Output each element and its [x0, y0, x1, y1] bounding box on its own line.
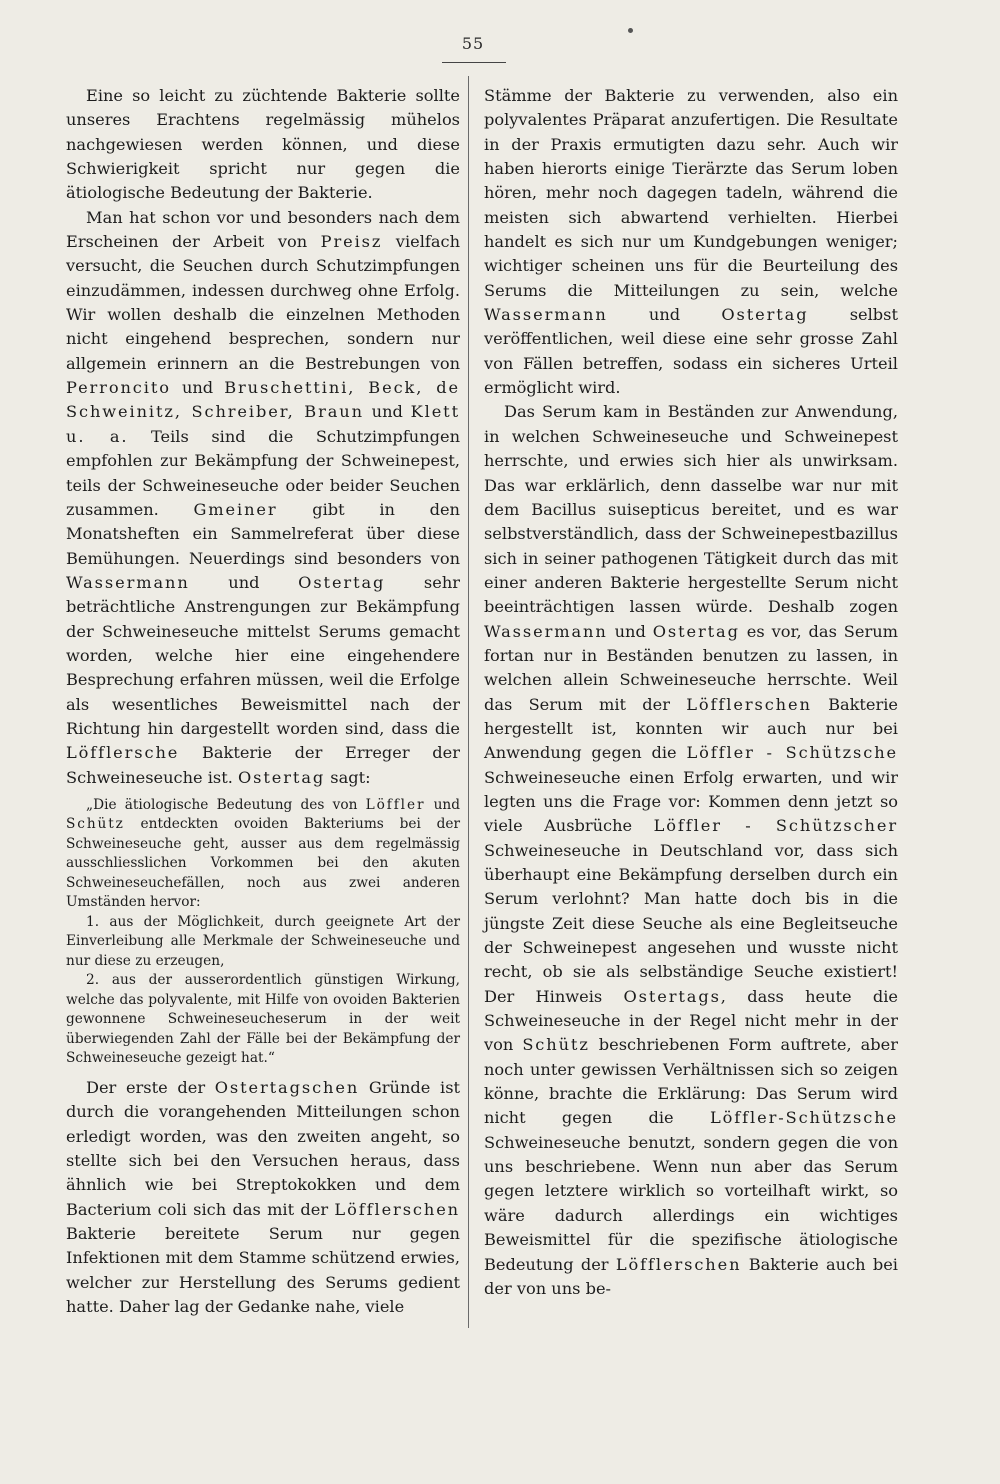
text-run: und — [189, 572, 299, 592]
author-name: Löffler - Schützsche — [686, 743, 899, 763]
author-name: Wassermann — [66, 572, 190, 592]
author-name: Bruschettini, Beck, de Schweinitz, Schreiber, Braun — [66, 378, 460, 422]
text-run: Stämme der Bakterie zu verwenden, also ein polyvalentes Präparat anzufertigen. Die Resultate in der Praxis ermutigten dazu sehr. Auch wir haben hierorts einige Tierärzte das Serum loben hören, mehr noch dagegen tadeln, während die meisten sich abwartend verhielten. Hierbei handelt es sich nur um Kundgebungen weniger; wichtiger scheinen uns für die Beurteilung des Serums die Mitteilungen zu sein, welche — [484, 86, 898, 300]
text-run: Teils sind die Schutzimpfungen empfohlen zur Bekämpfung der Schweinepest, teils der Schweineseuche oder beider Seuchen zusammen. — [66, 426, 460, 519]
left-column — [66, 84, 460, 1319]
text-run: und — [170, 378, 225, 398]
author-name: Ostertag — [238, 767, 326, 787]
author-name: Klett u. a. — [66, 402, 460, 446]
author-name: Löfflersche — [66, 743, 180, 763]
author-name: Löffler - Schützscher — [653, 816, 898, 836]
text-run: Schweineseuche benutzt, sondern gegen die von uns beschriebene. Wenn nun aber das Serum gegen letztere wirklich so vorteilhaft wirkt, so wäre dadurch allerdings ein wichtiges Beweismittel für die spezifische ätiologische Bedeutung der — [484, 1132, 898, 1274]
page-number-rule — [442, 62, 506, 63]
text-run: und — [425, 796, 461, 813]
text-run: 2. aus der ausserordentlich günstigen Wirkung, welche das polyvalente, mit Hilfe von ovoiden Bakterien gewonnene Schweineseucheserum in der weit überwiegenden Zahl der Fälle bei der Bekämpfung der Schweineseuche gezeigt hat.“ — [66, 972, 460, 1067]
paragraph — [66, 206, 460, 790]
author-name: Schütz — [522, 1035, 590, 1055]
column-divider — [468, 76, 469, 1328]
text-run: Schweineseuche einen Erfolg erwarten, und wir legten uns die Frage vor: Kommen denn jetzt so viele Ausbrüche — [484, 767, 898, 836]
author-name: Wassermann — [484, 305, 608, 325]
paragraph — [484, 400, 898, 1301]
author-name: Ostertag — [298, 572, 386, 592]
author-name: Ostertag — [652, 621, 740, 641]
author-name: Ostertags — [623, 986, 721, 1006]
author-name: Ostertagschen — [214, 1077, 360, 1097]
paragraph — [66, 84, 460, 206]
paragraph — [484, 84, 898, 400]
text-run: Schweineseuche in Deutschland vor, dass sich überhaupt eine Bekämpfung derselben durch ein Serum verlohnt? Man hatte doch bis in die jüngste Zeit diese Seuche als eine Begleitseuche der Schweinepest angesehen und wusste nicht recht, ob sie als selbständige Seuche existiert! Der Hinweis — [484, 840, 898, 1006]
text-run: Eine so leicht zu züchtende Bakterie sollte unseres Erachtens regelmässig mühelos nachgewiesen werden können, und diese Schwierigkeit spricht nur gegen die ätiologische Bedeutung der Bakterie. — [66, 86, 460, 203]
text-run: Bakterie auch bei der von uns be- — [484, 1254, 898, 1298]
text-run: Das Serum kam in Beständen zur Anwendung, in welchen Schweineseuche und Schweinepest herrschte, und erwies sich hier als unwirksam. Das war erklärlich, denn dasselbe war nur mit dem Bacillus suisepticus bereitet, und es war selbstverständlich, dass der Schweinepestbazillus sich in seiner pathogenen Tätigkeit durch das mit einer anderen Bakterie hergestellte Serum nicht beeinträchtigen lassen würde. Deshalb zogen — [484, 402, 898, 617]
author-name: Gmeiner — [193, 499, 278, 519]
text-run: beschriebenen Form auftrete, aber noch unter gewissen Verhältnissen sich so zeigen könne, brachte die Erklärung: Das Serum wird nicht gegen die — [484, 1035, 898, 1128]
paragraph — [66, 1076, 460, 1319]
text-run: 1. aus der Möglichkeit, durch geeignete Art der Einverleibung alle Merkmale der Schweineseuche und nur diese zu erzeugen, — [66, 913, 460, 969]
text-run: Man hat schon vor und besonders nach dem Erscheinen der Arbeit von — [66, 207, 460, 252]
page-number: 55 — [461, 34, 485, 53]
author-name: Löfflerschen — [686, 694, 812, 714]
author-name: Schütz — [66, 816, 125, 833]
text-run: und — [607, 621, 653, 641]
right-column — [484, 84, 898, 1301]
text-run: Bakterie der Erreger der Schweineseuche ist. — [66, 743, 460, 787]
text-run: sagt: — [325, 767, 371, 787]
text-run: „Die ätiologische Bedeutung des von — [86, 796, 366, 813]
author-name: Ostertag — [721, 305, 809, 325]
text-run: es vor, das Serum fortan nur in Beständen benutzen zu lassen, in welchen allein Schweineseuche herrschte. Weil das Serum mit der — [484, 621, 898, 714]
text-run: selbst veröffentlichen, weil diese eine sehr grosse Zahl von Fällen betreffen, sodass ein sicheres Urteil ermöglicht wird. — [484, 305, 898, 398]
text-run: Der erste der — [86, 1077, 215, 1097]
author-name: Löffler — [365, 796, 426, 813]
text-run: und — [363, 402, 411, 422]
text-run: Gründe ist durch die vorangehenden Mitteilungen schon erledigt worden, was den zweiten angeht, so stellte sich bei den Versuchen heraus, dass ähnlich wie bei Streptokokken und dem Bacterium coli sich das mit der — [66, 1077, 461, 1219]
author-name: Wassermann — [484, 621, 608, 641]
text-run: entdeckten ovoiden Bakteriums bei der Schweineseuche geht, ausser aus dem regelmässig ausschliesslichen Vorkommen bei den akuten Schweineseuchefällen, noch aus zwei anderen Umständen hervor: — [66, 816, 460, 911]
author-name: Löffler-Schützsche — [709, 1108, 898, 1128]
text-run: und — [607, 305, 722, 325]
text-run: sehr beträchtliche Anstrengungen zur Bekämpfung der Schweineseuche mittelst Serums gemacht worden, welche hier eine eingehendere Besprechung erfahren müssen, weil die Erfolge als wesentliches Beweismittel nach der Richtung hin dargestellt worden sind, dass die — [66, 572, 460, 738]
text-run: gibt in den Monatsheften ein Sammelreferat über diese Bemühungen. Neuerdings sind besonders von — [66, 499, 460, 568]
quotation-list-item — [66, 913, 460, 972]
author-name: Löfflerschen — [334, 1199, 460, 1219]
text-run: vielfach versucht, die Seuchen durch Schutzimpfungen einzudämmen, indessen durchweg ohne Erfolg. Wir wollen deshalb die einzelnen Methoden nicht eingehend besprechen, sondern nur allgemein erinnern an die Bestrebungen von — [66, 232, 461, 373]
quotation-list-item — [66, 971, 460, 1069]
author-name: Preisz — [320, 232, 383, 252]
quotation-paragraph — [66, 796, 460, 913]
author-name: Perroncito — [66, 378, 171, 398]
text-run: Bakterie hergestellt ist, konnten wir auch nur bei Anwendung gegen die — [484, 694, 898, 763]
text-run: Bakterie bereitete Serum nur gegen Infektionen mit dem Stamme schützend erwies, welcher zur Herstellung des Serums gedient hatte. Daher lag der Gedanke nahe, viele — [66, 1224, 460, 1317]
author-name: Löfflerschen — [615, 1254, 742, 1274]
text-run: , dass heute die Schweineseuche in der Regel nicht mehr in der von — [484, 986, 898, 1055]
print-speck — [628, 28, 633, 33]
